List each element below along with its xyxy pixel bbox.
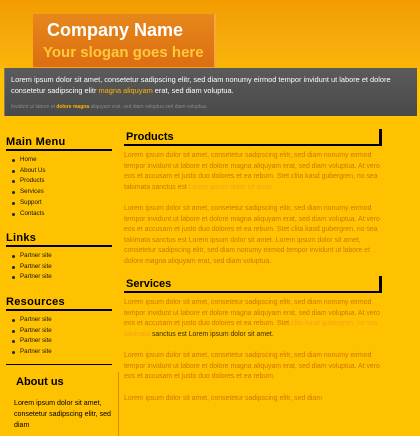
link-partner-site[interactable]: Partner site [6, 272, 112, 283]
resources-heading: Resources [6, 296, 112, 311]
intro-text-part: Lorem ipsum dolor sit amet, consetetur sadipscing elitr, sed diam nonumy eirmod tempor invidunt ut labore et dolore consetetur sadipscing elitr [11, 75, 391, 95]
main-menu-block [6, 136, 112, 219]
resource-partner-site[interactable]: Partner site [6, 336, 112, 347]
logo-box[interactable] [33, 14, 216, 69]
services-p1-highlight: clita kasd gubergren, no sea takimata [124, 320, 378, 338]
links-list [6, 251, 112, 283]
resource-partner-site[interactable]: Partner site [6, 326, 112, 337]
resources-block [6, 296, 112, 365]
intro-sub-part: aliquyam erat, sed diam voluptua sed diam voluptua. [89, 104, 208, 110]
products-paragraph-2: Lorem ipsum dolor sit amet, consetetur sadipscing elitr, sed diam nonumy eirmod tempor invidunt ut labore et dolore magna aliquyam erat, sed diam voluptua. At vero eos et accusam et justo duo dolores et ea rebum. Stet clita kasd gubergren, no sea takimata sanctus est Lorem ipsum dolor sit amet. Lorem ipsum dolor sit amet, consetetur sadipscing elitr, sed diam nonumy eirmod tempor invidunt ut labore et dolore magna aliquyam erat, sed diam voluptua. [124, 205, 380, 265]
resources-list [6, 315, 112, 358]
menu-item-about-us[interactable]: About Us [6, 166, 112, 177]
menu-item-products[interactable]: Products [6, 176, 112, 187]
heading-bar [379, 129, 382, 145]
services-p1-end: sanctus est Lorem ipsum dolor sit amet. [150, 330, 274, 338]
link-partner-site[interactable]: Partner site [6, 251, 112, 262]
services-paragraph-2: Lorem ipsum dolor sit amet, consetetur sadipscing elitr, sed diam nonumy eirmod tempor invidunt ut labore et dolore magna aliquyam erat, sed diam voluptua. At vero eos et accusam et justo duo dolores et ea rebum. [124, 352, 380, 380]
resource-partner-site[interactable]: Partner site [6, 347, 112, 358]
services-paragraph-1 [124, 298, 380, 340]
services-heading [124, 276, 382, 293]
resources-divider [6, 364, 112, 365]
links-block [6, 232, 112, 283]
about-heading: About us [16, 376, 64, 388]
products-heading [124, 129, 382, 146]
intro-panel [4, 68, 417, 116]
intro-sub-highlight: dolore magna [56, 104, 90, 110]
intro-text [11, 74, 411, 96]
resource-partner-site[interactable]: Partner site [6, 315, 112, 326]
main-menu-list [6, 155, 112, 219]
intro-text-part: erat, sed diam voluptua. [152, 86, 234, 95]
slogan: Your slogan goes here [43, 44, 204, 61]
menu-item-contacts[interactable]: Contacts [6, 209, 112, 220]
intro-highlight: magna aliquyam [98, 86, 153, 95]
products-title: Products [126, 131, 174, 143]
main-menu-heading: Main Menu [6, 136, 112, 151]
about-box [6, 372, 119, 436]
links-heading: Links [6, 232, 112, 247]
services-paragraph-3: Lorem ipsum dolor sit amet, consetetur sadipscing elitr, sed diam [124, 394, 323, 402]
about-text: Lorem ipsum dolor sit amet, consetetur sadipscing elitr, sed diam [14, 399, 112, 429]
menu-item-home[interactable]: Home [6, 155, 112, 166]
products-p1-text: Lorem ipsum dolor sit amet, consetetur sadipscing elitr, sed diam nonumy eirmod tempor invidunt ut labore et dolore magna aliquyam erat, sed diam voluptua. At vero eos et accusam et justo duo dolores et ea rebum. Stet clita kasd gubergren, no sea takimata sanctus est [124, 152, 380, 191]
link-partner-site[interactable]: Partner site [6, 262, 112, 273]
company-name: Company Name [47, 20, 184, 40]
products-paragraph-1 [124, 151, 380, 193]
products-p1-highlight: Lorem ipsum dolor sit amet. [188, 183, 274, 191]
main-content [124, 129, 382, 404]
heading-bar [379, 276, 382, 292]
intro-subtext [11, 104, 411, 111]
menu-item-support[interactable]: Support [6, 198, 112, 209]
services-p1-text: Lorem ipsum dolor sit amet, consetetur sadipscing elitr, sed diam nonumy eirmod tempor invidunt ut labore et dolore magna aliquyam erat, sed diam voluptua. At vero eos et accusam et justo duo dolores et ea rebum. Stet [124, 299, 380, 327]
intro-sub-part: Invidunt ut labore et [11, 104, 57, 110]
services-title: Services [126, 278, 172, 290]
menu-item-services[interactable]: Services [6, 187, 112, 198]
